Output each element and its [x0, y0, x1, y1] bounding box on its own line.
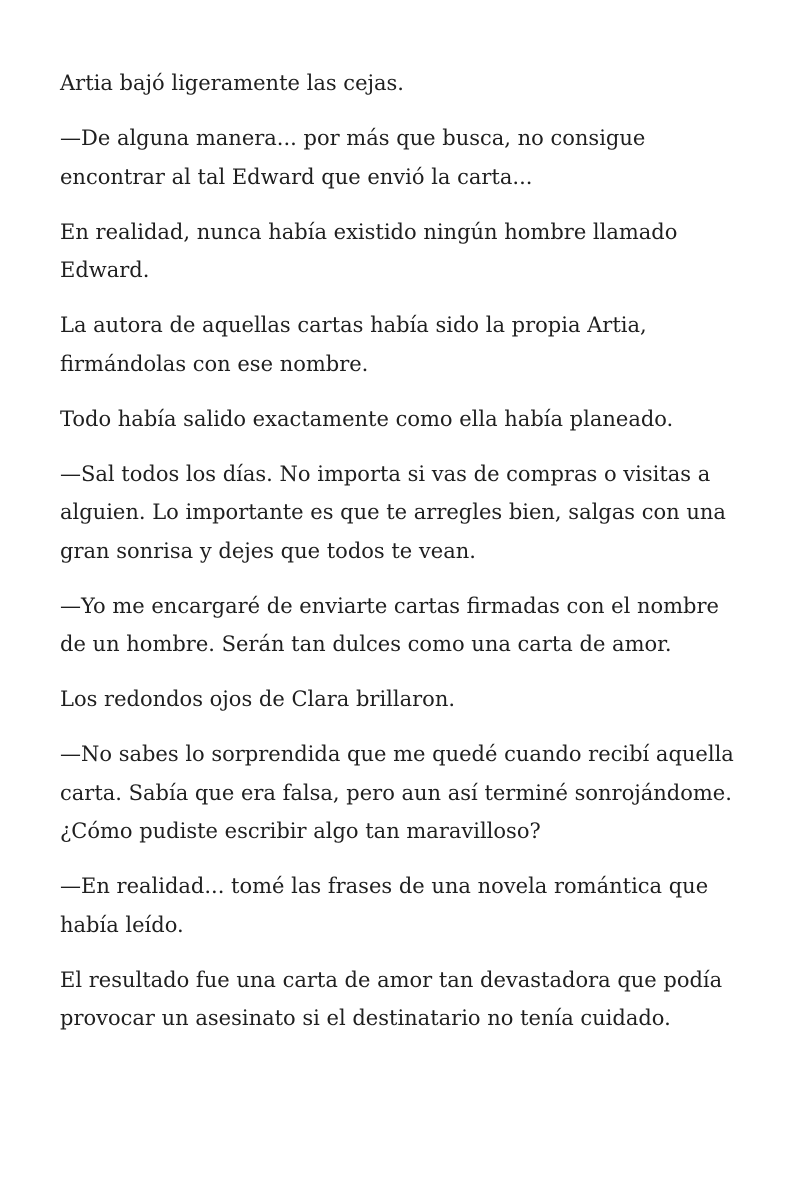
paragraph: El resultado fue una carta de amor tan devastadora que podía provocar un asesinato si el destinatario no tenía cuidado.: [60, 967, 723, 1030]
paragraph: Artia bajó ligeramente las cejas.: [60, 71, 404, 95]
paragraph: En realidad, nunca había existido ningún hombre llamado Edward.: [60, 219, 678, 282]
paragraph: —De alguna manera... por más que busca, no consigue encontrar al tal Edward que envió la carta...: [60, 126, 646, 189]
paragraph: —No sabes lo sorprendida que me quedé cuando recibí aquella carta. Sabía que era falsa, pero aun así terminé sonrojándome. ¿Cómo pudiste escribir algo tan maravilloso?: [60, 742, 734, 843]
reading-page: [60, 64, 750, 1054]
paragraph: Todo había salido exactamente como ella había planeado.: [60, 406, 674, 431]
paragraph: —Yo me encargaré de enviarte cartas firmadas con el nombre de un hombre. Serán tan dulces como una carta de amor.: [60, 593, 719, 656]
paragraph: —Sal todos los días. No importa si vas de compras o visitas a alguien. Lo importante es que te arregles bien, salgas con una gran sonrisa y dejes que todos te vean.: [60, 461, 726, 563]
paragraph: —En realidad... tomé las frases de una novela romántica que había leído.: [60, 874, 709, 937]
paragraph: Los redondos ojos de Clara brillaron.: [60, 687, 456, 711]
paragraph: La autora de aquellas cartas había sido la propia Artia, firmándolas con ese nombre.: [60, 313, 647, 376]
